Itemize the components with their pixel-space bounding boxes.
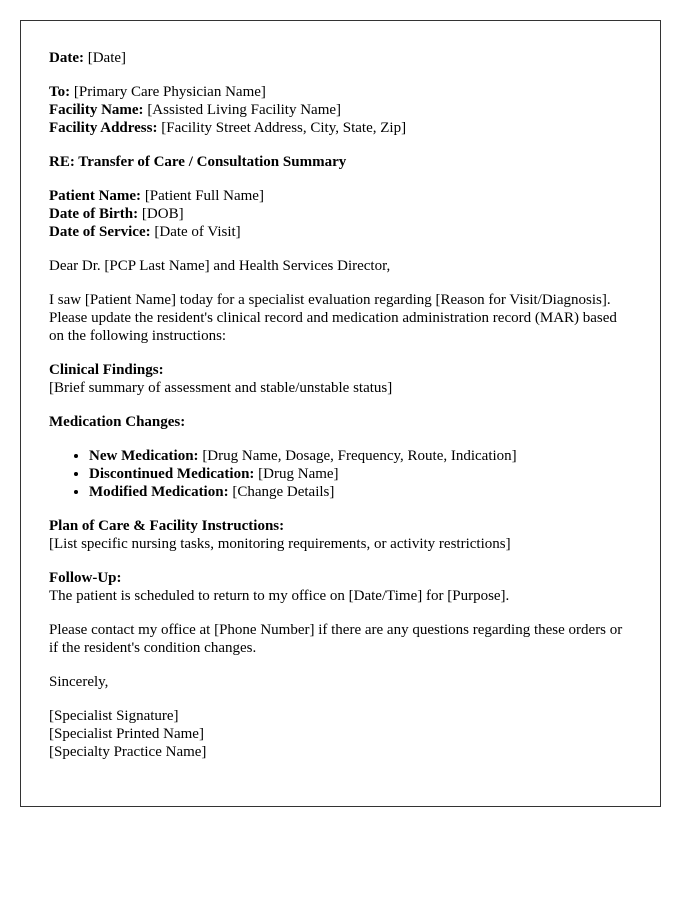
list-item: • Discontinued Medication: [Drug Name]: [89, 465, 632, 483]
intro-paragraph: I saw [Patient Name] today for a specialist evaluation regarding [Reason for Visit/Diagnosis]. Please update the resident's clinical record and medication administration record (MAR) based on the following instructions:: [49, 292, 617, 344]
medication-heading: Medication Changes:: [49, 414, 186, 430]
list-item: • New Medication: [Drug Name, Dosage, Frequency, Route, Indication]: [89, 447, 632, 465]
follow-up: Follow-Up: The patient is scheduled to return to my office on [Date/Time] for [Purpose].: [49, 570, 510, 604]
salutation: Dear Dr. [PCP Last Name] and Health Services Director,: [49, 258, 391, 274]
closing: Sincerely,: [49, 674, 109, 690]
signature-block: [Specialist Signature] [Specialist Printed Name] [Specialty Practice Name]: [49, 708, 207, 760]
letter-document: [20, 20, 661, 807]
subject-line: RE: Transfer of Care / Consultation Summary: [49, 154, 347, 170]
contact-paragraph: Please contact my office at [Phone Number] if there are any questions regarding these orders or if the resident's condition changes.: [49, 622, 623, 656]
clinical-findings: Clinical Findings: [Brief summary of assessment and stable/unstable status]: [49, 362, 393, 396]
recipient-block: To: [Primary Care Physician Name] Facility Name: [Assisted Living Facility Name] Facility Address: [Facility Street Address, City, State, Zip]: [49, 84, 407, 136]
date-line: Date: [Date]: [49, 50, 127, 66]
plan-of-care: Plan of Care & Facility Instructions: [List specific nursing tasks, monitoring requirements, or activity restrictions]: [49, 518, 511, 552]
list-item: • Modified Medication: [Change Details]: [89, 483, 632, 501]
medication-list: [49, 447, 632, 501]
patient-block: Patient Name: [Patient Full Name] Date of Birth: [DOB] Date of Service: [Date of Visit]: [49, 188, 264, 240]
